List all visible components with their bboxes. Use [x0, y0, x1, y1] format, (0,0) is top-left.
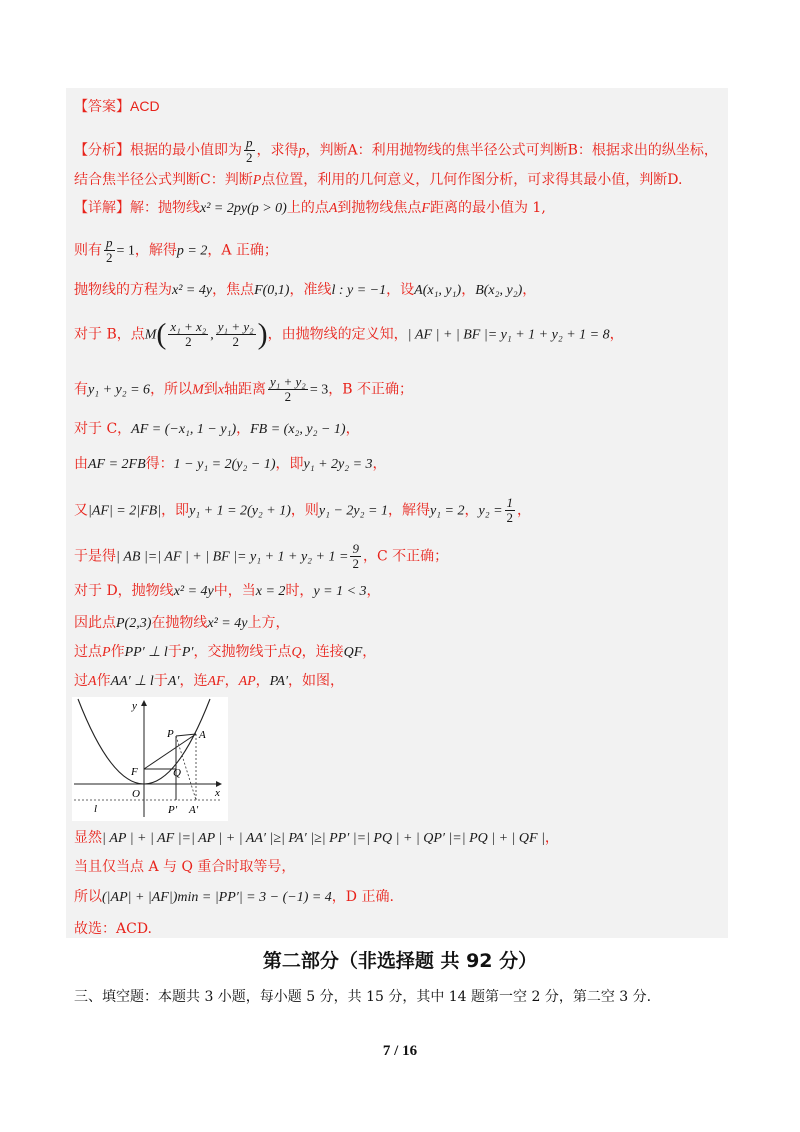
detail-text: ，: [464, 502, 479, 519]
detail-line-5: [74, 375, 413, 404]
fraction-denominator: 2: [506, 510, 514, 525]
fraction: [168, 320, 208, 349]
analysis-tag: 【分析】: [74, 142, 130, 159]
fraction-numerator: 9: [352, 541, 359, 556]
detail-text: 解：抛物线: [130, 200, 200, 216]
detail-text: 在抛物线: [151, 615, 208, 631]
section-title: 第二部分（非选择题 共 92 分）: [262, 950, 538, 972]
fraction-denominator: 2: [185, 334, 192, 349]
fraction: [104, 236, 115, 265]
math: y₁ − 2y₂ = 1: [318, 503, 388, 519]
detail-text: ，解得: [134, 242, 177, 259]
detail-text: 由: [74, 456, 88, 472]
math: x = 2: [255, 584, 286, 599]
detail-text: 于是得: [74, 548, 116, 565]
detail-line-8: [74, 496, 531, 525]
detail-text: ，准线: [289, 282, 332, 298]
detail-text: ，交抛物线于点: [193, 644, 292, 660]
fraction-denominator: 2: [284, 389, 292, 404]
label-q: Q: [173, 767, 181, 779]
detail-text: 显然: [74, 830, 102, 846]
math: (|AP| + |AF|)min = |PP′| = 3 − (−1) = 4: [102, 890, 332, 905]
detail-line-12: [74, 643, 376, 662]
fraction-denominator: 2: [106, 250, 113, 265]
detail-text: ，: [609, 326, 624, 343]
math: AF = (−x₁, 1 − y₁): [131, 422, 237, 437]
analysis-line-2: [74, 171, 682, 190]
detail-text: ，焦点: [212, 282, 255, 298]
answer-text: ACD: [130, 98, 160, 114]
analysis-text: 点位置，利用的几何意义，几何作图分析，可求得其最小值，判断D.: [261, 172, 683, 188]
detail-var: AF: [207, 674, 225, 689]
detail-line-2: [74, 236, 278, 265]
math: M: [144, 327, 157, 343]
math: l : y = −1: [331, 283, 387, 298]
math: x² = 4y: [173, 584, 214, 599]
detail-text: 作: [96, 673, 111, 689]
detail-var: F: [421, 201, 430, 216]
detail-text: 中，当: [213, 583, 256, 599]
math: x² = 4y: [172, 283, 213, 298]
detail-line-7: [74, 455, 387, 474]
label-p-prime: P′: [168, 804, 178, 816]
detail-line-3: [74, 281, 536, 300]
analysis-var: p: [298, 143, 306, 159]
detail-text: ，: [362, 644, 377, 660]
math: FB = (x₂, y₂ − 1): [250, 422, 346, 437]
detail-tag: 【详解】: [74, 200, 130, 216]
detail-text: ，: [461, 282, 476, 298]
detail-text: 因此点: [74, 615, 116, 631]
detail-line-1: [74, 199, 546, 218]
analysis-var: P: [252, 173, 262, 188]
detail-text: ，连接: [301, 644, 344, 660]
math: y₁ + 1 = 2(y₂ + 1): [189, 503, 291, 519]
detail-text: 对于 C，: [74, 421, 132, 437]
detail-text: 对于 B，点: [74, 326, 145, 343]
detail-text: ，即: [275, 456, 304, 472]
detail-text: ，则: [290, 502, 319, 519]
analysis-text: 结合焦半径公式判断C：判断: [74, 172, 253, 188]
fraction-denominator: 2: [232, 334, 239, 349]
fraction-p-over-2: [244, 136, 255, 165]
math: PP′ ⊥ l: [124, 645, 168, 660]
math: |AF| = 2|FB|: [88, 503, 162, 519]
detail-line-10: [74, 582, 381, 601]
detail-line-17: 故选：ACD.: [74, 921, 152, 937]
fraction-numerator: y₁ + y₂: [217, 319, 254, 334]
fraction-denominator: 2: [246, 150, 253, 165]
detail-text: ，: [224, 673, 239, 689]
detail-text: ，: [236, 421, 251, 437]
detail-text: 轴距离: [223, 381, 266, 398]
analysis-line-1: [74, 136, 718, 165]
detail-text: 过: [74, 673, 88, 689]
detail-var: P: [102, 645, 111, 660]
answer-line: [74, 97, 160, 116]
label-a-prime: A′: [189, 804, 199, 816]
math: P(2,3): [116, 616, 152, 631]
fraction-numerator: p: [106, 235, 113, 250]
detail-text: ，解得: [387, 502, 430, 519]
y-axis-arrow: [141, 700, 147, 706]
paren-right: ): [257, 317, 268, 351]
detail-text: 对于 D，抛物线: [74, 583, 174, 599]
detail-text: ，: [372, 456, 387, 472]
label-origin: O: [132, 788, 140, 800]
paren-left: (: [156, 317, 167, 351]
label-f: F: [131, 766, 138, 778]
parabola-diagram: [72, 697, 228, 821]
math: y = 1 < 3: [313, 584, 367, 599]
detail-text: 有: [74, 381, 88, 398]
detail-text: 到抛物线焦点: [337, 200, 422, 216]
detail-line-16: [74, 888, 394, 907]
label-x: x: [215, 787, 220, 799]
math: P′: [181, 645, 194, 660]
detail-line-11: [74, 614, 289, 633]
detail-text: 又: [74, 502, 88, 519]
fraction: [268, 375, 308, 404]
math: p = 2: [176, 243, 208, 259]
detail-text: 距离的最小值为 1,: [429, 200, 546, 216]
math: | AB |=| AF | + | BF |= y₁ + 1 + y₂ + 1 =: [116, 549, 349, 565]
math: AA′ ⊥ l: [110, 674, 154, 689]
math: F(0,1): [254, 283, 290, 298]
analysis-text: ，求得: [256, 142, 299, 159]
math: | AF | + | BF |= y₁ + 1 + y₂ + 1 = 8: [407, 327, 610, 343]
detail-text: ，连: [179, 673, 208, 689]
detail-text: 于: [167, 644, 182, 660]
detail-text: 所以: [74, 889, 102, 905]
detail-text: 到: [203, 381, 218, 398]
detail-text: ，D 正确.: [331, 889, 394, 905]
analysis-text: 根据的最小值即为: [130, 142, 242, 159]
fraction-numerator: 1: [506, 495, 514, 510]
section-instructions: 三、填空题：本题共 3 小题，每小题 5 分，共 15 分，其中 14 题第一空 2 分，第二空 3 分.: [74, 989, 652, 1005]
math: y₁ = 2: [429, 503, 465, 519]
detail-text: ，: [255, 673, 270, 689]
detail-text: 得：: [145, 456, 174, 472]
label-y: y: [132, 700, 137, 712]
fraction: [216, 320, 256, 349]
detail-text: ，所以: [150, 381, 193, 398]
detail-text: ，设: [386, 282, 415, 298]
fraction: [505, 496, 516, 525]
math: A′: [167, 674, 180, 689]
detail-line-4: [74, 317, 624, 351]
math: A(x₁, y₁): [414, 283, 462, 298]
math: = 3: [309, 382, 329, 398]
detail-text: ，: [517, 502, 532, 519]
detail-text: ，C 不正确；: [362, 548, 449, 565]
detail-var: A: [328, 201, 338, 216]
detail-line-9: [74, 542, 448, 571]
page-number: 7 / 16: [382, 1043, 418, 1059]
detail-text: ，A 正确；: [207, 242, 278, 259]
parabola-figure: [72, 697, 228, 821]
math: y₁ + y₂ = 6: [88, 382, 151, 398]
detail-var: A: [88, 674, 97, 689]
detail-var: M: [192, 382, 204, 398]
detail-text: ，: [345, 421, 360, 437]
detail-text: ，如图，: [288, 673, 345, 689]
fraction-denominator: 2: [352, 556, 359, 571]
math: = 1: [116, 243, 135, 259]
math: 1 − y₁ = 2(y₂ − 1): [173, 457, 276, 472]
fraction-numerator: x₁ + x₂: [170, 319, 207, 334]
math: x² = 4y: [207, 616, 248, 631]
detail-text: 上方，: [247, 615, 290, 631]
detail-var: AP: [238, 674, 256, 689]
detail-text: 于: [153, 673, 168, 689]
detail-text: 过点: [74, 644, 102, 660]
detail-text: ，即: [161, 502, 190, 519]
detail-line-14: [74, 829, 559, 848]
detail-line-13: [74, 672, 344, 691]
detail-text: 上的点: [286, 200, 329, 216]
detail-var: x: [217, 382, 224, 398]
analysis-text: ，判断A：利用抛物线的焦半径公式可判断B：根据求出的纵坐标，: [305, 142, 718, 159]
detail-text: ，: [522, 282, 537, 298]
fraction-numerator: y₁ + y₂: [269, 374, 306, 389]
detail-text: ，: [544, 830, 559, 846]
detail-text: 作: [110, 644, 125, 660]
detail-line-15: 当且仅当点 A 与 Q 重合时取等号，: [74, 859, 296, 875]
detail-text: ，由抛物线的定义知，: [267, 326, 408, 343]
math: PA′: [269, 674, 289, 689]
answer-tag: 【答案】: [74, 99, 130, 115]
detail-text: 则有: [74, 242, 102, 259]
fraction-numerator: p: [246, 135, 253, 150]
label-a: A: [199, 729, 206, 741]
label-p: P: [167, 728, 174, 740]
label-l: l: [94, 803, 98, 815]
math: y₂ =: [478, 503, 503, 519]
comma: ,: [210, 327, 214, 343]
detail-text: 时，: [285, 583, 314, 599]
fraction: [350, 542, 361, 571]
math: x² = 2py(p > 0): [200, 201, 287, 216]
detail-text: ，B 不正确；: [328, 381, 413, 398]
detail-line-6: [74, 420, 360, 439]
math: y₁ + 2y₂ = 3: [303, 457, 373, 472]
math: AF = 2FB: [88, 457, 146, 472]
detail-text: ，: [366, 583, 381, 599]
detail-var: Q: [291, 645, 302, 660]
math: QF: [343, 645, 363, 660]
math: B(x₂, y₂): [475, 283, 523, 298]
detail-text: 抛物线的方程为: [74, 282, 172, 298]
math: | AP | + | AF |=| AP | + | AA′ |≥| PA′ |≥| PP′ |=| PQ | + | QP′ |=| PQ | + | QF |: [102, 831, 545, 846]
